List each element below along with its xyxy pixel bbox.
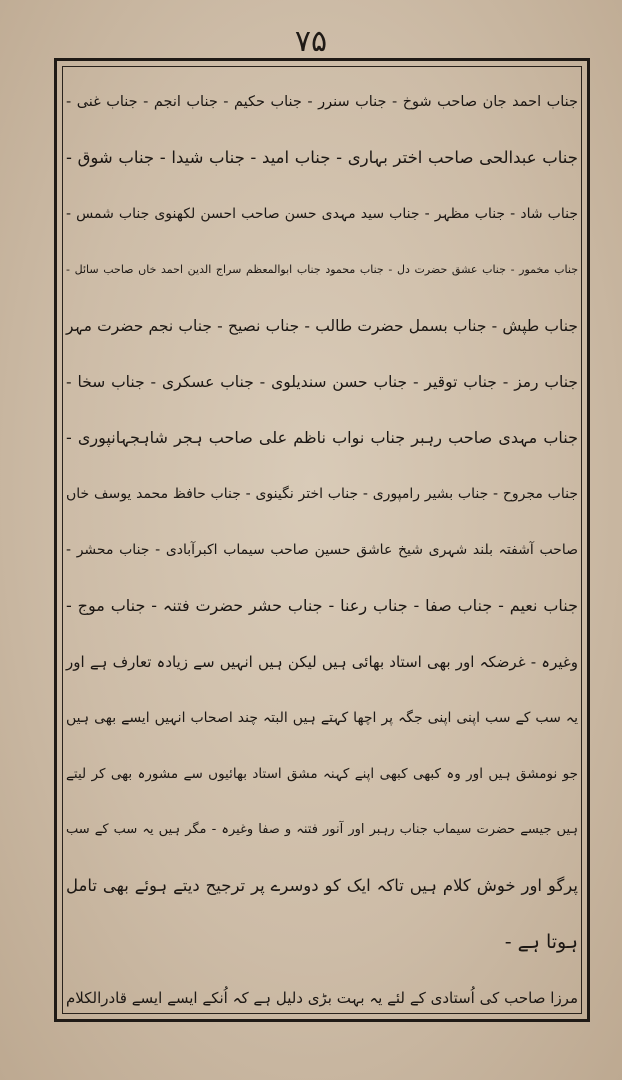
text-line: جناب مخمور - جناب عشق حضرت دل - جناب محمود جناب ابوالمعظم سراج الدین احمد خاں صاحب سائل - <box>66 263 578 276</box>
text-line: جناب رمز - جناب توقیر - جناب حسن سندیلوی - جناب عسکری - جناب سخا - <box>66 373 578 391</box>
text-line: مرزا صاحب کی اُستادی کے لئے یہ بہت بڑی دلیل ہے کہ اُنکے ایسے ایسے قادرالکلام <box>66 989 578 1007</box>
text-line: جناب مجروح - جناب بشیر رامپوری - جناب اختر نگینوی - جناب حافظ محمد یوسف خاں <box>66 486 578 502</box>
text-line: صاحب آشفتہ بلند شہری شیخ عاشق حسین صاحب سیماب اکبرآبادی - جناب محشر - <box>66 542 578 558</box>
text-line: یہ سب کے سب اپنی اپنی جگہ پر اچھا کہتے ہیں البتہ چند اصحاب انہیں ایسے بھی ہیں <box>66 710 578 726</box>
text-line: جناب طپش - جناب بسمل حضرت طالب - جناب نصیح - جناب نجم حضرت مہر <box>66 317 578 335</box>
text-line: جناب احمد جان صاحب شوخ - جناب سنرر - جناب حکیم - جناب انجم - جناب غنی - <box>66 94 578 110</box>
text-line: جناب شاد - جناب مظہر - جناب سید مہدی حسن صاحب احسن لکھنوی جناب شمس - <box>66 206 578 222</box>
text-line: جناب نعیم - جناب صفا - جناب رعنا - جناب حشر حضرت فتنہ - جناب موج - <box>66 596 578 615</box>
page-number: ۷۵ <box>294 24 328 59</box>
text-line: وغیرہ - غرضکہ اور بھی استاد بھائی ہیں لیکن ہیں انہیں سے زیادہ تعارف ہے اور <box>66 653 578 671</box>
text-block <box>66 74 578 1007</box>
text-line: جناب مہدی صاحب رہبر جناب نواب ناظم علی صاحب ہجر شاہجہانپوری - <box>66 428 578 447</box>
text-line: ہوتا ہے - <box>504 931 578 953</box>
text-line: جو نومشق ہیں اور وہ کبھی کبھی اپنے کہنہ مشق استاد بھائیوں سے مشورہ بھی کر لیتے <box>66 766 578 782</box>
text-line: جناب عبدالحی صاحب اختر بہاری - جناب امید - جناب شیدا - جناب شوق - <box>66 148 578 167</box>
text-line: ہیں جیسے حضرت سیماب جناب رہبر اور آنور فتنہ و صفا وغیرہ - مگر ہیں یہ سب کے سب <box>66 822 578 837</box>
text-line: پرگو اور خوش کلام ہیں تاکہ ایک کو دوسرے پر ترجیح دیتے ہوئے بھی تامل <box>66 876 578 895</box>
